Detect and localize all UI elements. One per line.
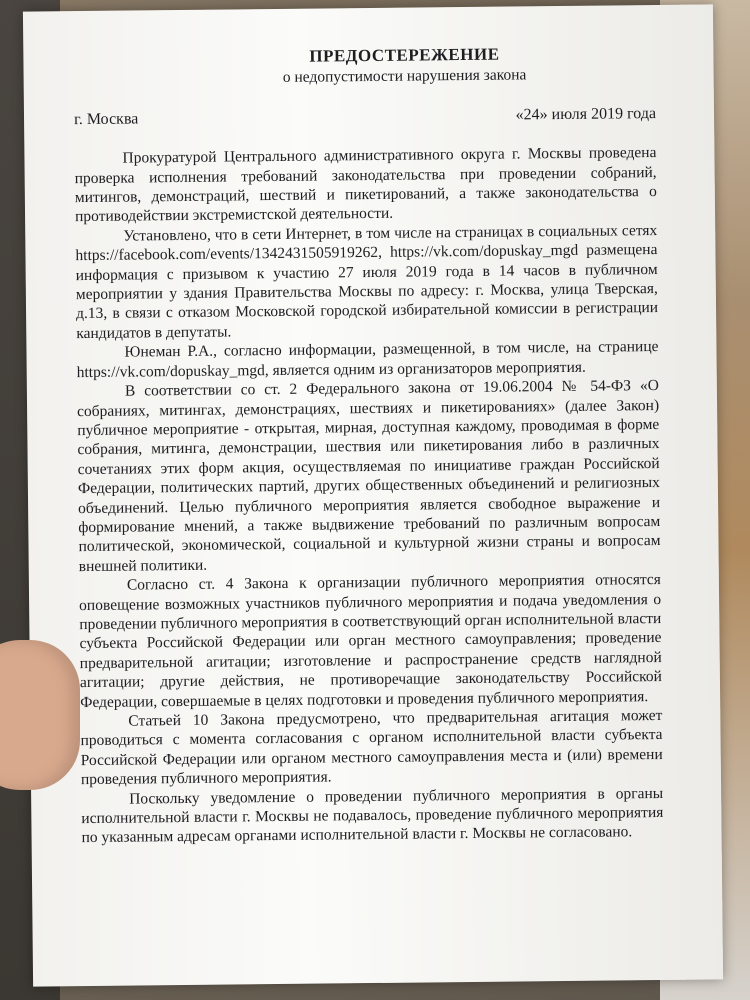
paragraph-2: Установлено, что в сети Интернет, в том числе на страницах в социальных сетях https://facebook.com/events/1342431505919262, https://vk.com/dopuskay_mgd размещена информация с призывом к участию 27 июля 2019 года в 14 часов в публичном мероприятии у здания Правительства Москвы по адресу: г. Москва, улица Тверская, д.13, в связи с отказом Московской городской избирательной комиссии в регистрации кандидатов в депутаты. <box>75 221 659 342</box>
document-content <box>73 43 663 848</box>
paragraph-4: В соответствии со ст. 2 Федерального закона от 19.06.2004 № 54-ФЗ «О собраниях, митингах, демонстрациях, шествиях и пикетированиях» (далее Закон) публичное мероприятие - открытая, мирная, доступная каждому, проводимая в форме собрания, митинга, демонстрации, шествия или пикетирования либо в различных сочетаниях этих форм акция, осуществляемая по инициативе граждан Российской Федерации, политических партий, других общественных объединений и религиозных объединений. Целью публичного мероприятия является свободное выражение и формирование мнений, а также выдвижение требований по различным вопросам политической, экономической, социальной и культурной жизни страны и вопросам внешней политики. <box>77 377 661 575</box>
paragraph-3: Юнеман Р.А., согласно информации, размещенной, в том числе, на странице https://vk.com/dopuskay_mgd, является одним из организаторов мероприятия. <box>76 338 659 381</box>
paragraph-5: Согласно ст. 4 Закона к организации публичного мероприятия относятся оповещение возможных участников публичного мероприятия и подача уведомления о проведении публичного мероприятия в соответствующий орган исполнительной власти субъекта Российской Федерации или орган местного самоуправления; проведение предварительной агитации; изготовление и распространение средств наглядной агитации; другие действия, не противоречащие законодательству Российской Федерации, совершаемые в целях подготовки и проведения публичного мероприятия. <box>79 571 663 711</box>
paragraph-6: Статьей 10 Закона предусмотрено, что предварительная агитация может проводиться с момента согласования с органом исполнительной власти субъекта Российской Федерации или органом местного самоуправления места и (или) времени проведения публичного мероприятия. <box>80 706 663 789</box>
paragraph-1: Прокуратурой Центрального административного округа г. Москвы проведена проверка исполнения требований законодательства при проведении собраний, митингов, демонстраций, шествий и пикетирований, а также законодательства о противодействии экстремистской деятельности. <box>74 144 657 226</box>
document-subtitle: о недопустимости нарушения закона <box>282 66 527 87</box>
document-meta <box>74 104 656 129</box>
document-city: г. Москва <box>73 110 139 128</box>
paragraph-7: Поскольку уведомление о проведении публичного мероприятия в органы исполнительной власти г. Москвы не подавалось, проведение публичного мероприятия по указанным адресам органами исполнительной власти г. Москвы не согласовано. <box>81 784 664 847</box>
holding-hand <box>0 640 80 790</box>
document-title: ПРЕДОСТЕРЕЖЕНИЕ <box>309 44 500 66</box>
document-date: «24» июля 2019 года <box>515 104 657 124</box>
document-sheet <box>23 4 723 986</box>
